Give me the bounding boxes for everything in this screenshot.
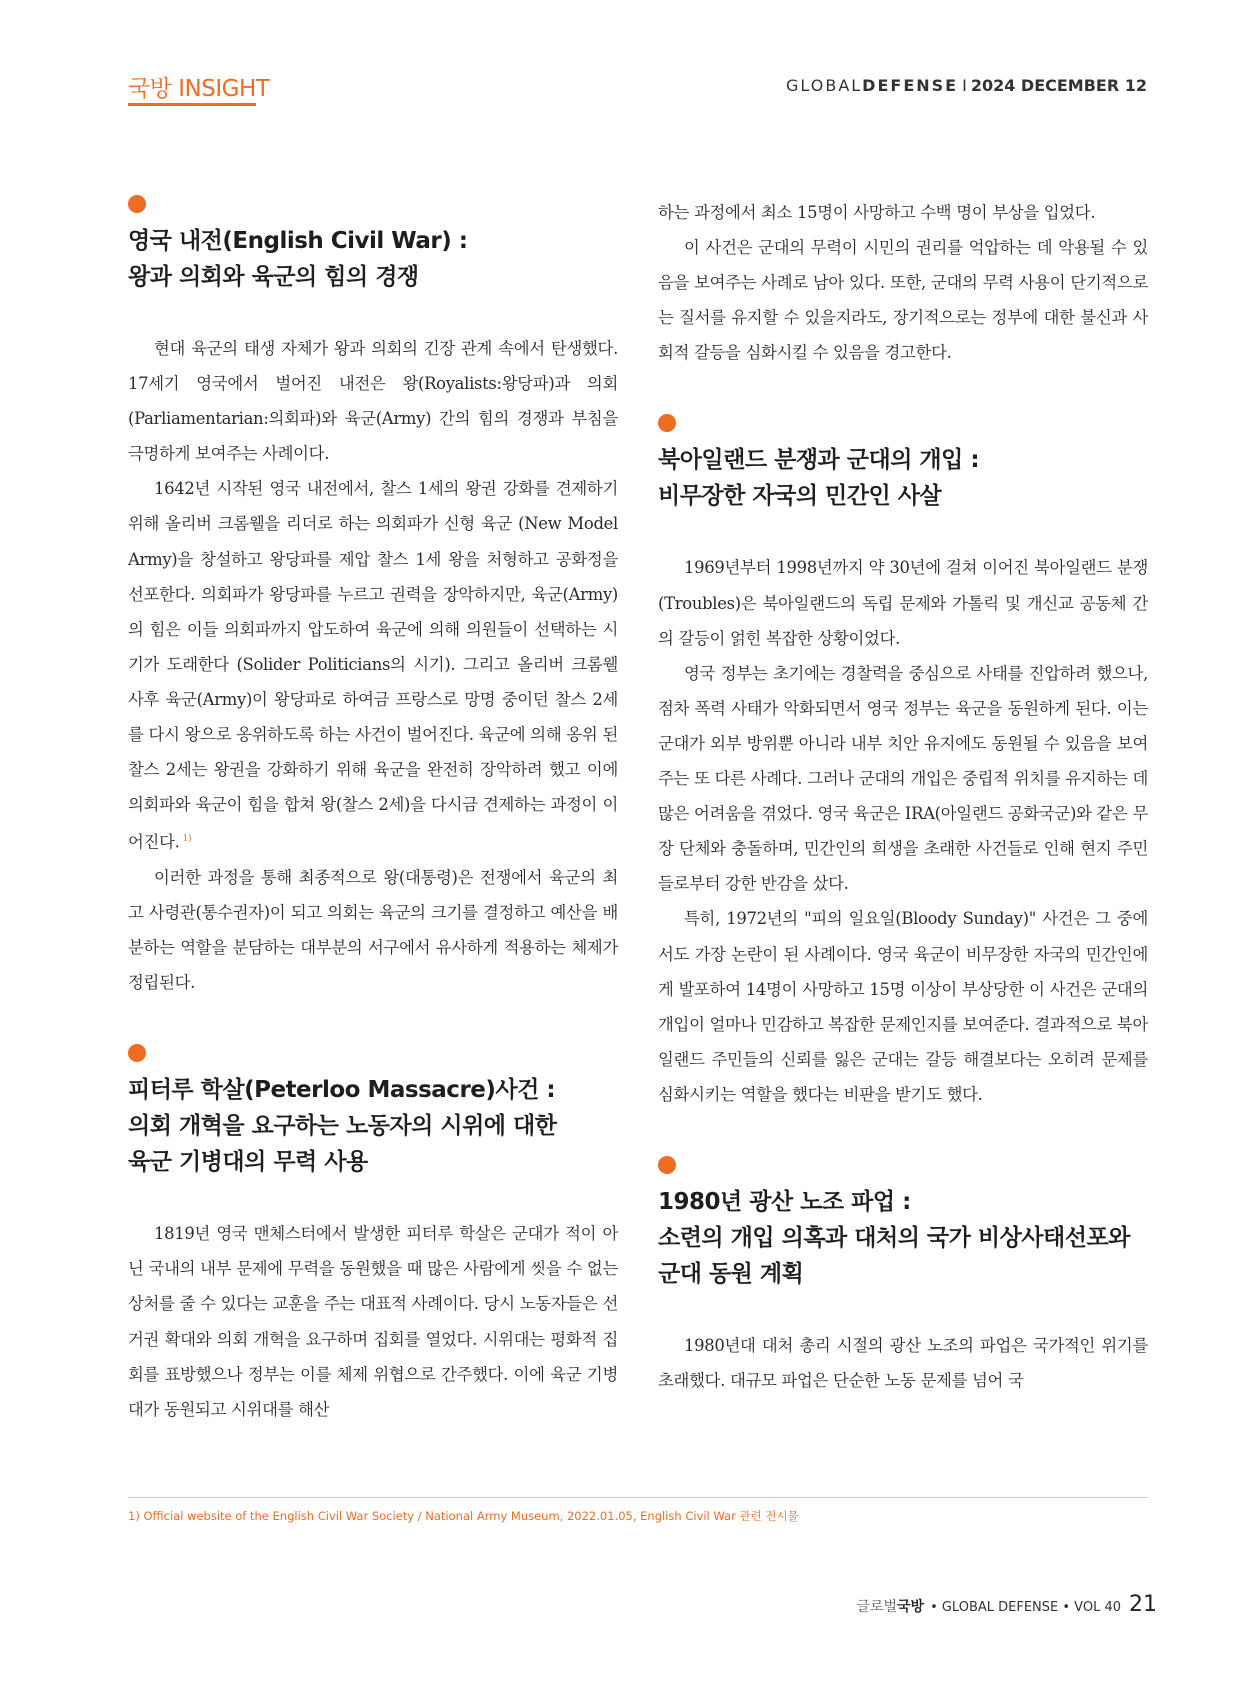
footnote-marker: 1) xyxy=(182,834,192,845)
title-line: 왕과 의회와 육군의 힘의 경쟁 xyxy=(128,264,419,290)
title-line: 피터루 학살(Peterloo Massacre)사건 : xyxy=(128,1077,556,1104)
issue-date: 2024 DECEMBER 12 xyxy=(970,76,1147,95)
body-paragraph: 하는 과정에서 최소 15명이 사망하고 수백 명이 부상을 입었다. xyxy=(658,203,1096,222)
magazine-issue-header xyxy=(786,76,1147,95)
section-title-peterloo xyxy=(128,1072,618,1180)
title-line: 북아일랜드 분쟁과 군대의 개입 : xyxy=(658,447,980,474)
footer-meta: • GLOBAL DEFENSE • VOL 40 xyxy=(930,1600,1121,1615)
brand-light: 글로벌 xyxy=(856,1599,897,1615)
body-paragraph: 현대 육군의 태생 자체가 왕과 의회의 긴장 관계 속에서 탄생했다. 17세기 영국에서 벌어진 내전은 왕(Royalists:왕당파)과 의회(Parliamentarian:의회파)와 육군(Army) 간의 힘의 경쟁과 부침을 극명하게 보여주는 사례이다. xyxy=(128,339,618,464)
title-line: 군대 동원 계획 xyxy=(658,1260,804,1287)
left-column xyxy=(128,195,618,1427)
magazine-name-light: GLOBAL xyxy=(786,76,863,95)
bullet-dot-icon xyxy=(658,414,676,432)
bullet-dot-icon xyxy=(128,195,146,213)
section-title-northern-ireland xyxy=(658,442,1148,514)
right-column xyxy=(658,195,1148,1398)
body-paragraph: 1969년부터 1998년까지 약 30년에 걸쳐 이어진 북아일랜드 분쟁(Troubles)은 북아일랜드의 독립 문제와 가톨릭 및 개신교 공동체 간의 갈등이 얽힌 복잡한 상황이었다. xyxy=(658,558,1148,648)
section-label-underline xyxy=(128,103,256,106)
header-separator: I xyxy=(962,76,967,95)
page-number: 21 xyxy=(1129,1592,1157,1617)
section-label: 국방 INSIGHT xyxy=(128,76,270,102)
section-title-civil-war xyxy=(128,223,618,295)
bullet-dot-icon xyxy=(128,1044,146,1062)
body-paragraph: 특히, 1972년의 "피의 일요일(Bloody Sunday)" 사건은 그 중에서도 가장 논란이 된 사례이다. 영국 육군이 비무장한 자국의 민간인에게 발포하여 14명이 사망하고 15명 이상이 부상당한 이 사건은 군대의 개입이 얼마나 민감하고 복잡한 문제인지를 보여준다. 결과적으로 북아일랜드 주민들의 신뢰를 잃은 군대는 갈등 해결보다는 오히려 문제를 심화시키는 역할을 했다는 비판을 받기도 했다. xyxy=(658,909,1148,1104)
footnote-divider xyxy=(128,1497,1148,1498)
title-line: 소련의 개입 의혹과 대처의 국가 비상사태선포와 xyxy=(658,1224,1130,1251)
title-line: 의회 개혁을 요구하는 노동자의 시위에 대한 xyxy=(128,1113,557,1140)
footer-brand xyxy=(856,1596,924,1616)
title-line: 영국 내전(English Civil War) : xyxy=(128,228,468,254)
body-paragraph xyxy=(128,471,618,860)
title-line: 1980년 광산 노조 파업 : xyxy=(658,1188,911,1215)
page-footer xyxy=(856,1592,1157,1617)
footnote: 1) Official website of the English Civil War Society / National Army Museum, 2022.01.05, English Civil War 관련 전시물 xyxy=(128,1509,799,1523)
brand-bold: 국방 xyxy=(897,1599,925,1615)
bullet-dot-icon xyxy=(658,1156,676,1174)
magazine-name-bold: DEFENSE xyxy=(862,76,959,95)
body-paragraph: 이 사건은 군대의 무력이 시민의 권리를 억압하는 데 악용될 수 있음을 보여주는 사례로 남아 있다. 또한, 군대의 무력 사용이 단기적으로는 질서를 유지할 수 있을지라도, 장기적으로는 정부에 대한 불신과 사회적 갈등을 심화시킬 수 있음을 경고한다. xyxy=(658,238,1148,363)
section-title-miners-strike xyxy=(658,1184,1148,1292)
title-line: 육군 기병대의 무력 사용 xyxy=(128,1149,368,1176)
body-paragraph: 1819년 영국 맨체스터에서 발생한 피터루 학살은 군대가 적이 아닌 국내의 내부 문제에 무력을 동원했을 때 많은 사람에게 씻을 수 없는 상처를 줄 수 있다는 교훈을 주는 대표적 사례이다. 당시 노동자들은 선거권 확대와 의회 개혁을 요구하며 집회를 열었다. 시위대는 평화적 집회를 표방했으나 정부는 이를 체제 위협으로 간주했다. 이에 육군 기병대가 동원되고 시위대를 해산 xyxy=(128,1224,618,1419)
body-paragraph: 영국 정부는 초기에는 경찰력을 중심으로 사태를 진압하려 했으나, 점차 폭력 사태가 악화되면서 영국 정부는 육군을 동원하게 된다. 이는 군대가 외부 방위뿐 아니라 내부 치안 유지에도 동원될 수 있음을 보여주는 또 다른 사례다. 그러나 군대의 개입은 중립적 위치를 유지하는 데 많은 어려움을 겪었다. 영국 육군은 IRA(아일랜드 공화국군)와 같은 무장 단체와 충돌하며, 민간인의 희생을 초래한 사건들로 인해 현지 주민들로부터 강한 반감을 샀다. xyxy=(658,663,1148,894)
title-line: 비무장한 자국의 민간인 사살 xyxy=(658,483,942,510)
body-paragraph: 이러한 과정을 통해 최종적으로 왕(대통령)은 전쟁에서 육군의 최고 사령관(통수권자)이 되고 의회는 육군의 크기를 결정하고 예산을 배분하는 역할을 분담하는 대부분의 서구에서 유사하게 적용하는 체제가 정립된다. xyxy=(128,867,618,993)
body-paragraph: 1980년대 대처 총리 시절의 광산 노조의 파업은 국가적인 위기를 초래했다. 대규모 파업은 단순한 노동 문제를 넘어 국 xyxy=(658,1335,1148,1391)
paragraph-text: 1642년 시작된 영국 내전에서, 찰스 1세의 왕권 강화를 견제하기 위해 올리버 크롬웰을 리더로 하는 의회파가 신형 육군 (New Model Army)을 창설하고 왕당파를 제압 찰스 1세 왕을 처형하고 공화정을 선포한다. 의회파가 왕당파를 누르고 권력을 장악하지만, 육군(Army)의 힘은 이들 의회파까지 압도하여 육군에 의해 의원들이 선택하는 시기가 도래한다 (Solider Politicians의 시기). 그리고 올리버 크롬웰 사후 육군(Army)이 왕당파로 하여금 프랑스로 망명 중이던 찰스 2세를 다시 왕으로 옹위하도록 하는 사건이 벌어진다. 육군에 의해 옹위 된 찰스 2세는 왕권을 강화하기 위해 육군을 완전히 장악하려 했고 이에 의회파와 육군이 힘을 합쳐 왕(찰스 2세)을 다시금 견제하는 과정이 이어진다. xyxy=(128,479,618,852)
